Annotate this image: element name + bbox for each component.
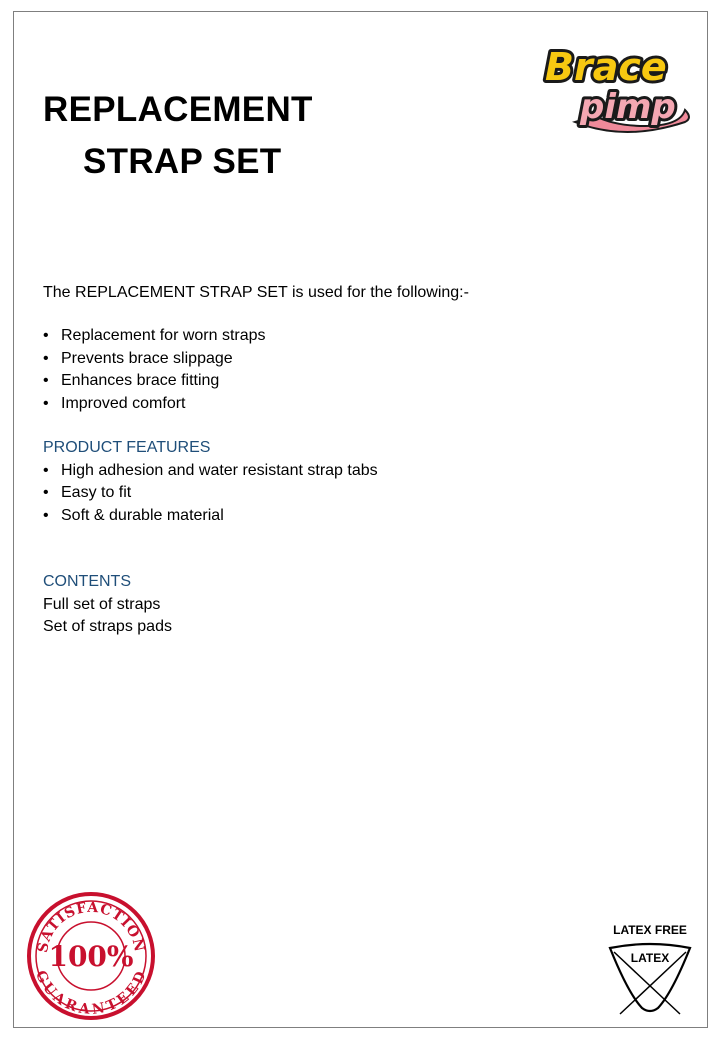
- features-list: [43, 460, 378, 528]
- seal-percent: 100%: [48, 940, 134, 973]
- list-item: • Prevents brace slippage: [43, 348, 266, 371]
- intro-suffix: is used for the following:-: [287, 284, 469, 301]
- brace-pimp-logo: [535, 30, 695, 140]
- title-line-2: STRAP SET: [83, 142, 282, 181]
- contents-heading: CONTENTS: [43, 573, 131, 590]
- latex-free-badge: [600, 918, 700, 1018]
- contents-section: [43, 571, 172, 639]
- contents-item: Full set of straps: [43, 595, 161, 613]
- list-item: • Soft & durable material: [43, 505, 378, 528]
- list-item: • Enhances brace fitting: [43, 370, 266, 393]
- contents-item: Set of straps pads: [43, 618, 172, 635]
- features-heading: PRODUCT FEATURES: [43, 439, 211, 456]
- page-title: [43, 84, 313, 188]
- features-section: [43, 437, 378, 527]
- logo-word-2: pimp: [580, 87, 676, 127]
- title-line-1: REPLACEMENT: [43, 90, 313, 129]
- intro-paragraph: [43, 282, 469, 305]
- list-item: • Improved comfort: [43, 393, 266, 416]
- seal-top-text: SATISFACTION: [34, 899, 148, 955]
- uses-list: [43, 325, 266, 415]
- list-item: • Easy to fit: [43, 482, 378, 505]
- intro-prefix: The: [43, 284, 76, 301]
- list-item: • High adhesion and water resistant strap tabs: [43, 460, 378, 483]
- logo-word-1: Brace: [545, 45, 667, 89]
- latex-free-caption: LATEX FREE: [613, 923, 687, 937]
- list-item: • Replacement for worn straps: [43, 325, 266, 348]
- satisfaction-seal: [25, 890, 157, 1022]
- seal-bottom-text: GUARANTEED: [31, 968, 151, 1018]
- intro-product-name: REPLACEMENT STRAP SET: [75, 284, 288, 301]
- latex-label: LATEX: [630, 951, 670, 965]
